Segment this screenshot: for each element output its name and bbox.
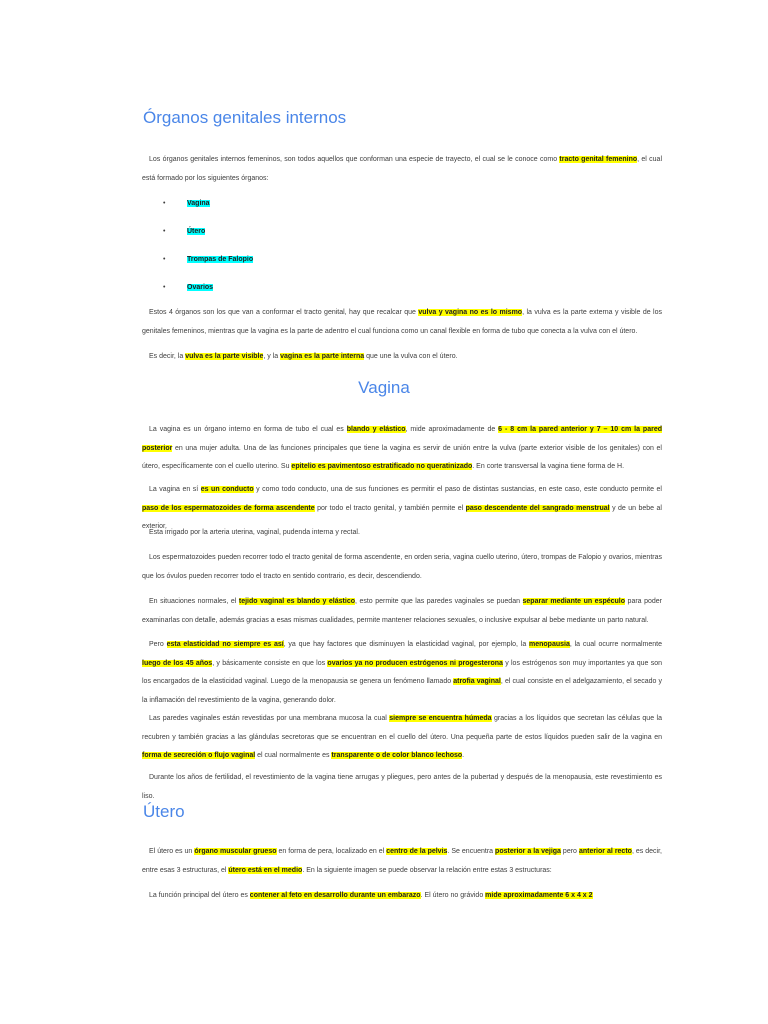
highlight: vagina es la parte interna [280,353,365,360]
list-item [163,254,253,266]
highlight: ovarios ya no producen estrógenos ni progesterona [327,659,503,667]
text: . El útero no grávido [420,892,486,899]
text: La vagina es un órgano interno en forma de tubo el cual es [149,426,347,433]
text: . En la siguiente imagen se puede observar la relación entre estas 3 estructuras: [302,866,552,874]
text: La función principal del útero es [149,892,250,899]
text: Pero [149,641,167,648]
highlight: posterior a la vejiga [495,848,561,855]
highlight: es un conducto [200,486,254,493]
highlight: órgano muscular grueso [194,848,277,855]
text: La vagina en sí [149,486,201,493]
text: en una mujer adulta. Una de las funciones principales que tiene la vagina es servir de unión entre la vulva (parte exterior visible de los genitales) con el útero, específicamente con el cuello uterino. Su [142,444,662,471]
text: pero [560,848,579,855]
section-title-organos: Órganos genitales internos [143,108,347,127]
paragraph-utero-funcion [142,887,662,906]
paragraph-intro [142,151,662,188]
text: , el cual consiste en el adelgazamiento, el secado y la inflamación del revestimiento de la vagina, generando dolor. [142,678,662,704]
paragraph-fertilidad: Durante los años de fertilidad, el revestimiento de la vagina tiene arrugas y pliegues, pero antes de la pubertad y después de la menopausia, este revestimiento es liso. [142,774,662,800]
highlight: forma de secreción o flujo vaginal [142,752,256,760]
text: , esto permite que las paredes vaginales se puedan [355,598,523,605]
text: , el cual está formado por los siguientes órganos: [142,156,663,182]
text: para poder examinarlas con detalle, además gracias a esas mismas cualidades, permite mantener relaciones sexuales, o inclusive expulsar al bebe mediante un parto natural. [142,598,662,624]
text: , la cual ocurre normalmente [569,641,662,648]
list-item [163,226,205,238]
text: . [462,752,465,760]
highlight: luego de los 45 años [142,659,213,667]
text: gracias a los líquidos que secretan las células que la recubren y también gracias a las glándulas secretoras que se encuentran en el cuello del útero. Una pequeña parte de estos líquidos pueden salir de la vagina en [142,715,662,741]
text: por todo el tracto genital, y también permite el [314,504,466,512]
text: Es decir, la [149,353,186,360]
list-item-label: Ovarios [187,284,214,291]
highlight: menopausia [529,641,570,648]
text: y de un bebe al exterior. [142,504,662,531]
text: . Se encuentra [447,848,496,855]
paragraph-tejido [142,593,662,630]
highlight: transparente o de color blanco lechoso [331,752,463,760]
highlight: centro de la pelvis [386,848,448,855]
text: el cual normalmente es [255,752,332,760]
paragraph-elasticidad [142,636,662,710]
section-title-utero: Útero [143,802,185,821]
text: Estos 4 órganos son los que van a conformar el tracto genital, hay que recalcar que [149,309,419,316]
highlight: útero está en el medio [228,866,303,874]
paragraph-vulva-vagina [142,304,662,341]
bullet: • [163,284,166,291]
highlight: blando y elástico [346,426,406,433]
text: . En corte transversal la vagina tiene forma de H. [472,463,625,471]
text: , y básicamente consiste en que los [212,659,328,667]
bullet: • [163,200,166,207]
text: y los estrógenos son muy importantes ya que son los encargados de la elasticidad vaginal. Luego de la menopausia se genera un fenómeno llamado [142,659,663,686]
text: y como todo conducto, una de sus funciones es permitir el paso de distintas sustancias, en este caso, este conducto permite el [253,486,662,493]
text: Las paredes vaginales están revestidas por una membrana mucosa la cual [149,715,390,722]
text: , ya que hay factores que disminuyen la elasticidad vaginal, por ejemplo, la [283,641,530,648]
text: en forma de pera, localizado en el [276,848,387,855]
text: , mide aproximadamente de [405,426,499,433]
highlight: esta elasticidad no siempre es así [166,641,284,648]
paragraph-paredes [142,710,662,766]
paragraph-es-decir [142,348,662,367]
highlight: epitelio es pavimentoso estratificado no queratinizado [291,463,473,471]
highlight: vulva y vagina no es lo mismo [418,309,523,316]
highlight: anterior al recto [578,848,632,855]
highlight: mide aproximadamente 6 x 4 x 2 [485,892,593,899]
paragraph-espermatozoides: Los espermatozoides pueden recorrer todo el tracto genital de forma ascendente, en orden seria, vagina cuello uterino, útero, trompas de Falopio y ovarios, mientras que los óvulos pueden recorrer todo el tracto en sentido contrario, es decir, descendiendo. [142,554,662,580]
list-item-label: Vagina [187,200,210,207]
highlight: vulva es la parte visible [185,353,264,360]
text: Los órganos genitales internos femeninos, son todos aquellos que conforman una especie de trayecto, el cual se le conoce como [149,156,560,163]
bullet: • [163,228,166,235]
text: , es decir, entre esas 3 estructuras, el [142,848,662,874]
highlight: tracto genital femenino [559,156,638,163]
highlight: 6 - 8 cm la pared anterior y 7 – 10 cm la pared posterior [142,426,662,452]
text: que une la vulva con el útero. [364,353,458,360]
text: En situaciones normales, el [149,598,239,605]
list-item-label: Útero [187,228,206,235]
highlight: tejido vaginal es blando y elástico [238,598,355,605]
paragraph-utero-def [142,843,662,880]
text: , y la [263,353,281,360]
text: , la vulva es la parte externa y visible de los genitales femeninos, mientras que la vagina es la parte de adentro el cual funciona como un canal flexible en forma de tubo que conecta a la vulva con el útero. [142,309,663,335]
highlight: contener al feto en desarrollo durante un embarazo [249,892,421,899]
bullet: • [163,256,166,263]
highlight: atrofia vaginal [453,678,501,686]
list-item [163,198,210,210]
list-item-label: Trompas de Falopio [187,256,254,263]
highlight: separar mediante un espéculo [522,598,626,605]
highlight: paso de los espermatozoides de forma ascendente [142,504,315,512]
text: El útero es un [149,848,195,855]
highlight: siempre se encuentra húmeda [389,715,492,722]
paragraph-vagina-def [142,421,662,477]
section-title-vagina: Vagina [358,378,410,397]
list-item [163,282,213,294]
highlight: paso descendente del sangrado menstrual [465,504,610,512]
paragraph-irrigacion: Esta irrigado por la arteria uterina, vaginal, pudenda interna y rectal. [149,529,360,536]
